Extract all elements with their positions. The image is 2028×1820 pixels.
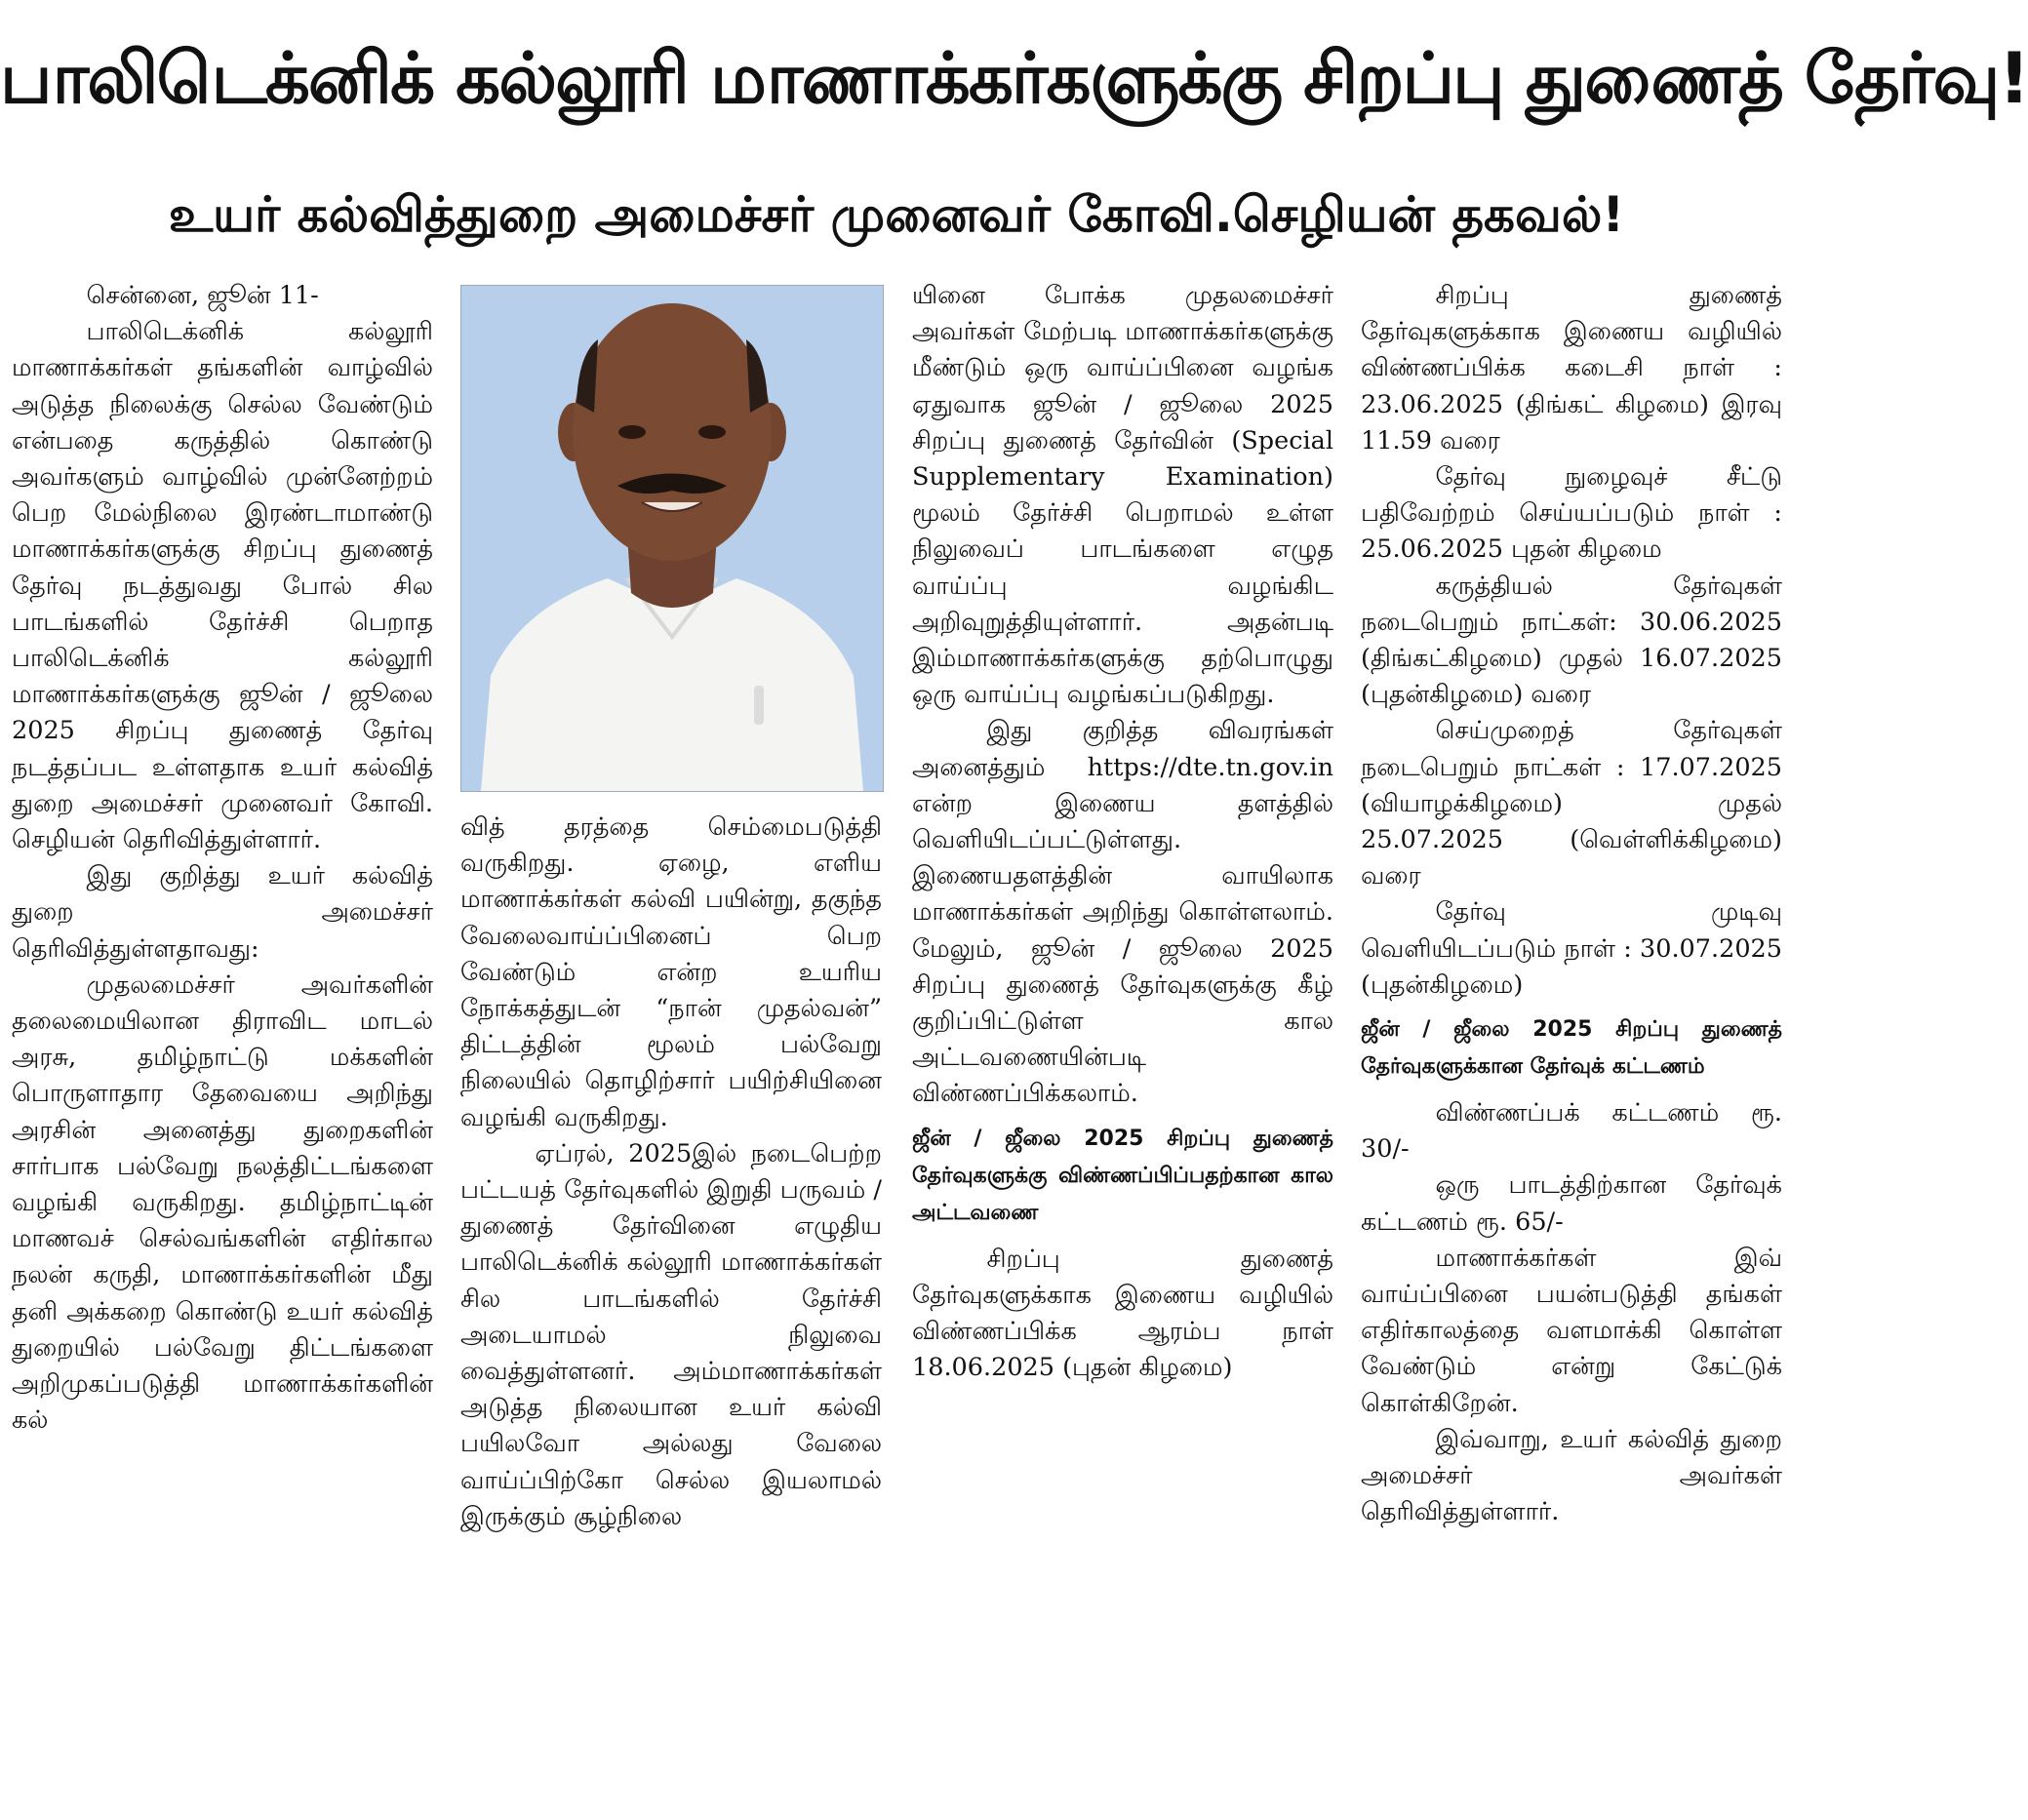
paragraph: இது குறித்து உயர் கல்வித் துறை அமைச்சர் தெரிவித்துள்ளதாவது: [12, 861, 433, 964]
paragraph: இவ்வாறு, உயர் கல்வித் துறை அமைச்சர் அவர்கள் தெரிவித்துள்ளார். [1361, 1424, 1782, 1527]
article-column-1 [12, 278, 433, 1814]
paragraph: மாணாக்கர்கள் இவ் வாய்ப்பினை பயன்படுத்தி தங்கள் எதிர்காலத்தை வளமாக்கி கொள்ள வேண்டும் என்று கேட்டுக் கொள்கிறேன். [1361, 1243, 1782, 1418]
portrait-illustration [461, 286, 883, 791]
minister-photo [460, 285, 884, 792]
article-column-4 [1361, 278, 1782, 1814]
paragraph: தேர்வு முடிவு வெளியிடப்படும் நாள் : 30.07.2025 (புதன்கிழமை) [1361, 897, 1782, 1000]
article-column-2 [460, 810, 882, 1814]
section-heading: ஜீன் / ஜீலை 2025 சிறப்பு துணைத் தேர்வுகளுக்கான தேர்வுக் கட்டணம் [1361, 1017, 1782, 1080]
paragraph: ஒரு பாடத்திற்கான தேர்வுக் கட்டணம் ரூ. 65/- [1361, 1170, 1782, 1237]
paragraph: பாலிடெக்னிக் கல்லூரி மாணாக்கர்கள் தங்களின் வாழ்வில் அடுத்த நிலைக்கு செல்ல வேண்டும் என்பதை கருத்தில் கொண்டு அவர்களும் வாழ்வில் முன்னேற்றம் பெற மேல்நிலை இரண்டாமாண்டு மாணாக்கர்களுக்கு சிறப்பு துணைத் தேர்வு நடத்துவது போல் சில பாடங்களில் தேர்ச்சி பெறாத பாலிடெக்னிக் கல்லூரி மாணாக்கர்களுக்கு ஜூன் / ஜூலை 2025 சிறப்பு துணைத் தேர்வு நடத்தப்பட உள்ளதாக உயர் கல்வித் துறை அமைச்சர் முனைவர் கோவி. செழியன் தெரிவித்துள்ளார். [12, 317, 433, 855]
subheadline: உயர் கல்வித்துறை அமைச்சர் முனைவர் கோவி.செழியன் தகவல்! [168, 186, 1625, 243]
paragraph: தேர்வு நுழைவுச் சீட்டு பதிவேற்றம் செய்யப்படும் நாள் : 25.06.2025 புதன் கிழமை [1361, 462, 1782, 565]
section-heading: ஜீன் / ஜீலை 2025 சிறப்பு துணைத் தேர்வுகளுக்கு விண்ணப்பிப்பதற்கான கால அட்டவணை [912, 1126, 1333, 1225]
paragraph: சிறப்பு துணைத் தேர்வுகளுக்காக இணைய வழியில் விண்ணப்பிக்க கடைசி நாள் : 23.06.2025 (திங்கட் கிழமை) இரவு 11.59 வரை [1361, 281, 1782, 455]
article-column-3 [912, 278, 1333, 1814]
paragraph: வித் தரத்தை செம்மைபடுத்தி வருகிறது. ஏழை, எளிய மாணாக்கர்கள் கல்வி பயின்று, தகுந்த வேலைவாய்ப்பினைப் பெற வேண்டும் என்ற உயரிய நோக்கத்துடன் “நான் முதல்வன்” திட்டத்தின் மூலம் பல்வேறு நிலையில் தொழிற்சார் பயிற்சியினை வழங்கி வருகிறது. [460, 812, 882, 1132]
paragraph: கருத்தியல் தேர்வுகள் நடைபெறும் நாட்கள்: 30.06.2025 (திங்கட்கிழமை) முதல் 16.07.2025 (புதன்கிழமை) வரை [1361, 571, 1782, 710]
paragraph: இது குறித்த விவரங்கள் அனைத்தும் https://dte.tn.gov.in என்ற இணைய தளத்தில் வெளியிடப்பட்டுள்ளது. இணையதளத்தின் வாயிலாக மாணாக்கர்கள் அறிந்து கொள்ளலாம். மேலும், ஜூன் / ஜூலை 2025 சிறப்பு துணைத் தேர்வுகளுக்கு கீழ் குறிப்பிட்டுள்ள கால அட்டவணையின்படி விண்ணப்பிக்கலாம். [912, 716, 1333, 1109]
paragraph: ஏப்ரல், 2025இல் நடைபெற்ற பட்டயத் தேர்வுகளில் இறுதி பருவம் / துணைத் தேர்வினை எழுதிய பாலிடெக்னிக் கல்லூரி மாணாக்கர்கள் சில பாடங்களில் தேர்ச்சி அடையாமல் நிலுவை வைத்துள்ளனர். அம்மாணாக்கர்கள் அடுத்த நிலையான உயர் கல்வி பயிலவோ அல்லது வேலை வாய்ப்பிற்கோ செல்ல இயலாமல் இருக்கும் சூழ்நிலை [460, 1138, 882, 1531]
paragraph: யினை போக்க முதலமைச்சர் அவர்கள் மேற்படி மாணாக்கர்களுக்கு மீண்டும் ஒரு வாய்ப்பினை வழங்க ஏதுவாக ஜூன் / ஜூலை 2025 சிறப்பு துணைத் தேர்வின் (Special Supplementary Examination) மூலம் தேர்ச்சி பெறாமல் உள்ள நிலுவைப் பாடங்களை எழுத வாய்ப்பு வழங்கிட அறிவுறுத்தியுள்ளார். அதன்படி இம்மாணாக்கர்களுக்கு தற்பொழுது ஒரு வாய்ப்பு வழங்கப்படுகிறது. [912, 281, 1333, 710]
paragraph: செய்முறைத் தேர்வுகள் நடைபெறும் நாட்கள் : 17.07.2025 (வியாழக்கிழமை) முதல் 25.07.2025 (வெள்ளிக்கிழமை) வரை [1361, 716, 1782, 891]
headline: பாலிடெக்னிக் கல்லூரி மாணாக்கர்களுக்கு சிறப்பு துணைத் தேர்வு! [0, 37, 2028, 119]
dateline: சென்னை, ஜூன் 11- [86, 281, 319, 310]
paragraph: சிறப்பு துணைத் தேர்வுகளுக்காக இணைய வழியில் விண்ணப்பிக்க ஆரம்ப நாள் 18.06.2025 (புதன் கிழமை) [912, 1244, 1333, 1383]
paragraph: முதலமைச்சர் அவர்களின் தலைமையிலான திராவிட மாடல் அரசு, தமிழ்நாட்டு மக்களின் பொருளாதார தேவையை அறிந்து அரசின் அனைத்து துறைகளின் சார்பாக பல்வேறு நலத்திட்டங்களை வழங்கி வருகிறது. தமிழ்நாட்டின் மாணவச் செல்வங்களின் எதிர்கால நலன் கருதி, மாணாக்கர்களின் மீது தனி அக்கறை கொண்டு உயர் கல்வித் துறையில் பல்வேறு திட்டங்களை அறிமுகப்படுத்தி மாணாக்கர்களின் கல் [12, 969, 433, 1436]
paragraph: விண்ணப்பக் கட்டணம் ரூ. 30/- [1361, 1098, 1782, 1165]
